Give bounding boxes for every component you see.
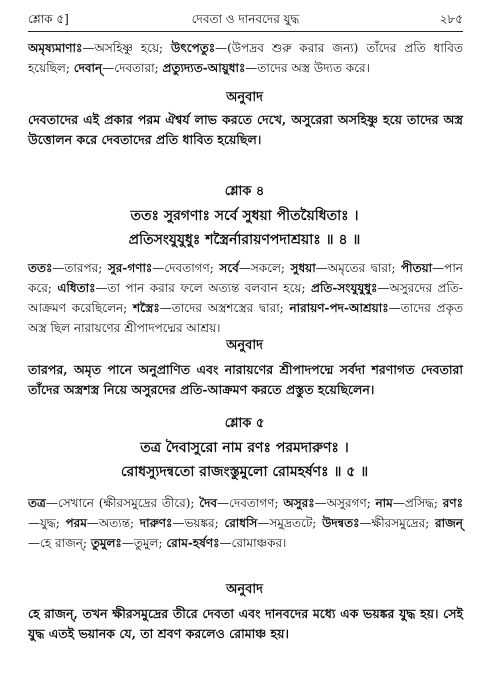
synonym-term: এধিতাঃ bbox=[57, 281, 96, 295]
synonym-meaning: —সমুদ্রতটে; bbox=[257, 516, 323, 530]
synonym-meaning: —তাদের অস্ত্রশস্ত্রের দ্বারা; bbox=[159, 301, 290, 315]
synonym-meaning: —যুদ্ধ; bbox=[28, 516, 66, 530]
synonym-term: পরম bbox=[65, 516, 87, 530]
verse-title: শ্লোক ৫ bbox=[224, 416, 265, 431]
synonym-meaning: —দেবতাগণ; bbox=[217, 496, 284, 510]
synonym-term: তুমুলঃ bbox=[90, 536, 122, 550]
synonym-term: উদন্বতঃ bbox=[322, 516, 360, 530]
synonym-meaning: —প্রসিদ্ধ; bbox=[392, 496, 443, 510]
synonym-term: দেবান্ bbox=[73, 61, 103, 75]
synonym-meaning: —অসুরদের প্রতি-আক্রমণ করেছিলেন; bbox=[28, 281, 463, 315]
synonyms-verse-5 bbox=[28, 493, 463, 553]
page-header bbox=[28, 10, 463, 28]
synonym-meaning: —অসহিষ্ণু হয়ে; bbox=[82, 41, 171, 55]
synonym-term: রাজন্ bbox=[434, 516, 463, 530]
synonym-term: সুর-গণাঃ bbox=[107, 261, 153, 275]
synonym-meaning: —সেখানে (ক্ষীরসমুদ্রের তীরে); bbox=[45, 496, 200, 510]
synonym-meaning: —তাদের অস্ত্র উদ্যত করে। bbox=[245, 61, 370, 75]
synonym-term: দৈব bbox=[199, 496, 218, 510]
synonym-meaning: —সকলে; bbox=[238, 261, 291, 275]
synonym-meaning: —অসুরগণ; bbox=[314, 496, 376, 510]
synonym-meaning: —অত্যন্ত; bbox=[86, 516, 140, 530]
synonym-term: রোম-হর্ষণঃ bbox=[166, 536, 220, 550]
translation-heading: অনুবাদ bbox=[226, 338, 263, 353]
page-number: ২৮৫ bbox=[439, 12, 463, 26]
verse-reference: শ্লোক ৫] bbox=[28, 12, 69, 26]
synonym-term: পীতয়া bbox=[401, 261, 433, 275]
synonym-meaning: —তা পান করার ফলে অত্যন্ত বলবান হয়ে; bbox=[95, 281, 311, 295]
verse-title: শ্লোক ৪ bbox=[224, 184, 265, 199]
translation-heading: অনুবাদ bbox=[226, 582, 263, 597]
synonym-term: ততঃ bbox=[28, 261, 53, 275]
synonym-meaning: —হে রাজন্; bbox=[28, 536, 91, 550]
verse-line-2: রোধস্যুদন্বতো রাজংস্তুমুলো রোমহর্ষণঃ ॥ ৫ ॥ bbox=[120, 464, 369, 480]
verse-line-1: তত্র দৈবাসুরো নাম রণঃ পরমদারুণঃ । bbox=[140, 440, 349, 456]
synonym-term: সুধয়া bbox=[290, 261, 316, 275]
translation-text: দেবতাদের এই প্রকার পরম ঐশ্বর্য লাভ করতে দেখে, অসুরেরা অসহিষ্ণু হয়ে তাদের অস্ত্র উত্তোলন করে দেবতাদের প্রতি ধাবিত হয়েছিল। bbox=[28, 112, 463, 147]
synonym-meaning: —অমৃতের দ্বারা; bbox=[315, 261, 402, 275]
synonym-meaning: —ভয়ঙ্কর; bbox=[172, 516, 225, 530]
synonym-term: তত্র bbox=[28, 496, 46, 510]
synonym-term: অমৃষ্যমাণাঃ bbox=[28, 41, 83, 55]
synonym-meaning: —দেবতারা; bbox=[102, 61, 163, 75]
translation-text: তারপর, অমৃত পানে অনুপ্রাণিত এবং নারায়ণের শ্রীপাদপদ্মে সর্বদা শরণাগত দেবতারা তাঁদের অস্ত্রশস্ত্র নিয়ে অসুরদের প্রতি-আক্রমণ করতে প্রস্তুত হয়েছিলেন। bbox=[28, 362, 463, 397]
synonym-meaning: —রোমাঞ্চকর। bbox=[219, 536, 287, 550]
synonyms-verse-4 bbox=[28, 258, 463, 338]
synonym-meaning: —দেবতাগণ; bbox=[152, 261, 220, 275]
synonym-term: নাম bbox=[375, 496, 393, 510]
synonym-term: অসুরঃ bbox=[283, 496, 315, 510]
synonym-meaning: —পান করে; bbox=[28, 261, 463, 295]
synonym-meaning: —ক্ষীরসমুদ্রের; bbox=[359, 516, 435, 530]
verse-line-1: ততঃ সুরগণাঃ সর্বে সুধয়া পীতয়ৈধিতাঃ । bbox=[130, 208, 359, 224]
synonym-meaning: —(উপদ্রব শুরু করার জন্য) তাঁদের প্রতি ধাবিত হয়েছিল; bbox=[28, 41, 463, 75]
synonym-term: সর্বে bbox=[219, 261, 239, 275]
synonyms-top bbox=[28, 38, 463, 78]
synonym-term: দারুণঃ bbox=[139, 516, 173, 530]
synonym-term: নারায়ণ-পদ-আশ্রয়াঃ bbox=[289, 301, 389, 315]
verse-line-2: প্রতিসংযুযুধুঃ শস্ত্রৈর্নারায়ণপদাশ্রয়াঃ ॥ ৪ ॥ bbox=[128, 232, 361, 248]
synonym-meaning: —তুমুল; bbox=[121, 536, 167, 550]
synonym-meaning: —তাদের প্রকৃত অস্ত্র ছিল নারায়ণের শ্রীপাদপদ্মের আশ্রয়। bbox=[28, 301, 463, 335]
synonym-term: রণঃ bbox=[442, 496, 463, 510]
synonym-term: রোধসি bbox=[224, 516, 258, 530]
header-rule bbox=[28, 31, 463, 32]
synonym-term: প্রত্যুদ্যত-আয়ুধাঃ bbox=[162, 61, 246, 75]
translation-heading: অনুবাদ bbox=[226, 90, 263, 105]
chapter-title: দেবতা ও দানবদের যুদ্ধ bbox=[191, 12, 300, 26]
synonym-meaning: —তারপর; bbox=[52, 261, 108, 275]
synonym-term: প্রতি-সংযুযুধুঃ bbox=[311, 281, 378, 295]
translation-text: হে রাজন্, তখন ক্ষীরসমুদ্রের তীরে দেবতা এবং দানবদের মধ্যে এক ভয়ঙ্কর যুদ্ধ হয়। সেই যুদ্ধ এতই ভয়ানক যে, তা শ্রবণ করলেও রোমাঞ্চ হয়। bbox=[28, 606, 463, 641]
synonym-term: শস্ত্রৈঃ bbox=[133, 301, 160, 315]
synonym-term: উৎপেতুঃ bbox=[170, 41, 216, 55]
